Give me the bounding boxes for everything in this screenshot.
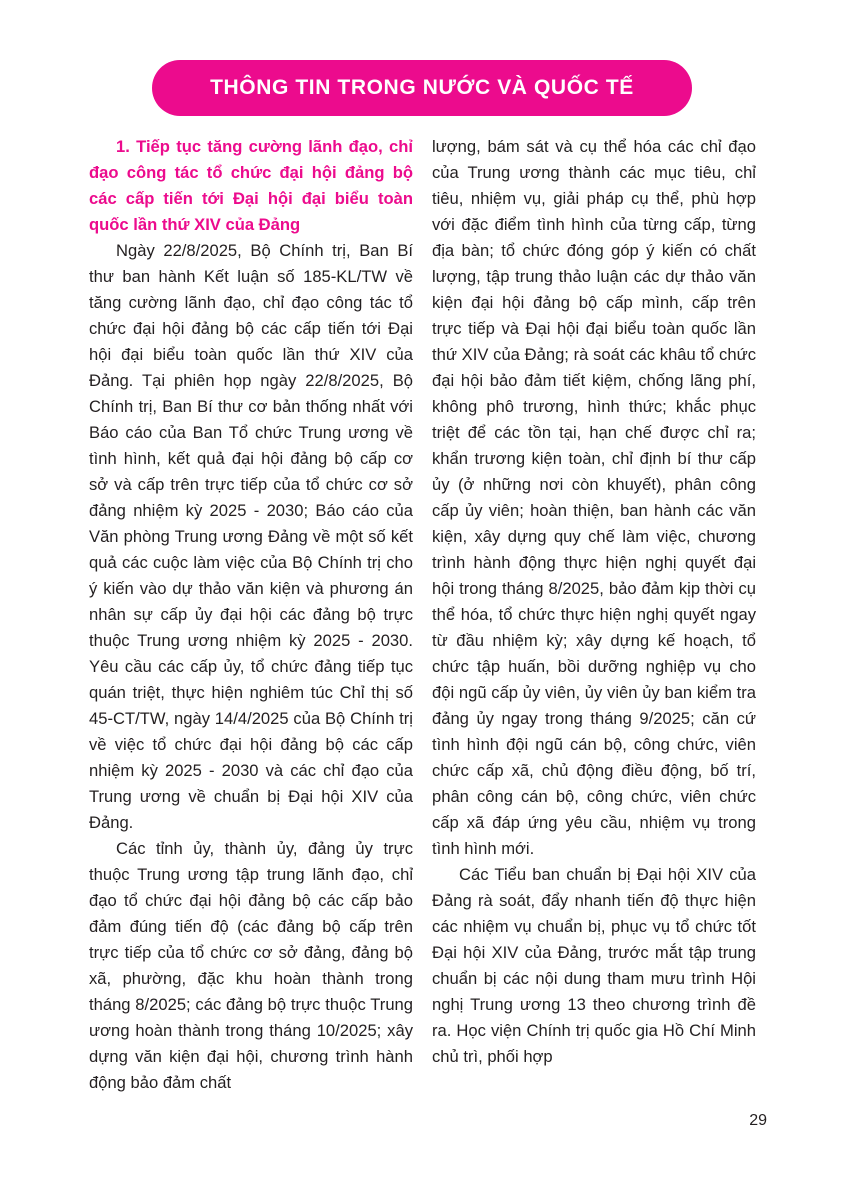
paragraph: Các tỉnh ủy, thành ủy, đảng ủy trực thuộc Trung ương tập trung lãnh đạo, chỉ đạo tổ chức đại hội đảng bộ các cấp bảo đảm đúng tiến độ (các đảng bộ cấp trên trực tiếp của tổ chức cơ sở đảng, đảng bộ xã, phường, đặc khu hoàn thành trong tháng 8/2025; các đảng bộ trực thuộc Trung ương hoàn thành trong tháng 10/2025; xây dựng văn kiện đại hội, chương trình hành động bảo đảm chất xyxy=(89,839,413,1092)
paragraph-continued: lượng, bám sát và cụ thể hóa các chỉ đạo của Trung ương thành các mục tiêu, chỉ tiêu, nhiệm vụ, giải pháp cụ thể, phù hợp với đặc điểm tình hình của từng cấp, từng địa bàn; tổ chức đóng góp ý kiến có chất lượng, tập trung thảo luận các dự thảo văn kiện đại hội đảng bộ cấp mình, cấp trên trực tiếp và Đại hội đại biểu toàn quốc lần thứ XIV của Đảng; rà soát các khâu tổ chức đại hội bảo đảm tiết kiệm, chống lãng phí, không phô trương, hình thức; khắc phục triệt để các tồn tại, hạn chế được chỉ ra; khẩn trương kiện toàn, chỉ định bí thư cấp ủy (ở những nơi còn khuyết), phân công cấp ủy viên; hoàn thiện, ban hành các văn kiện, xây dựng quy chế làm việc, chương trình hành động thực hiện nghị quyết đại hội trong tháng 8/2025, bảo đảm kịp thời cụ thể hóa, tổ chức thực hiện nghị quyết ngay từ đầu nhiệm kỳ; xây dựng kế hoạch, tổ chức tập huấn, bồi dưỡng nghiệp vụ cho đội ngũ cấp ủy viên, ủy viên ủy ban kiểm tra đảng ủy ngay trong tháng 9/2025; căn cứ tình hình đội ngũ cán bộ, công chức, viên chức cấp xã, chủ động điều động, bố trí, phân công cán bộ, công chức, viên chức cấp xã đáp ứng yêu cầu, nhiệm vụ trong tình hình mới. xyxy=(432,137,756,858)
right-column xyxy=(432,134,756,1070)
paragraph: Các Tiểu ban chuẩn bị Đại hội XIV của Đảng rà soát, đẩy nhanh tiến độ thực hiện các nhiệm vụ chuẩn bị, phục vụ tổ chức tốt Đại hội XIV của Đảng, trước mắt tập trung chuẩn bị các nội dung tham mưu trình Hội nghị Trung ương 13 theo chương trình đề ra. Học viện Chính trị quốc gia Hồ Chí Minh chủ trì, phối hợp xyxy=(432,865,756,1066)
page-number: 29 xyxy=(749,1112,767,1129)
section-banner xyxy=(152,60,692,116)
banner-title: THÔNG TIN TRONG NƯỚC VÀ QUỐC TẾ xyxy=(210,76,634,99)
left-column xyxy=(89,134,413,1096)
section-heading: 1. Tiếp tục tăng cường lãnh đạo, chỉ đạo công tác tổ chức đại hội đảng bộ các cấp tiến tới Đại hội đại biểu toàn quốc lần thứ XIV của Đảng xyxy=(89,137,413,234)
paragraph: Ngày 22/8/2025, Bộ Chính trị, Ban Bí thư ban hành Kết luận số 185-KL/TW về tăng cường lãnh đạo, chỉ đạo công tác tổ chức đại hội đảng bộ các cấp tiến tới Đại hội đại biểu toàn quốc lần thứ XIV của Đảng. Tại phiên họp ngày 22/8/2025, Bộ Chính trị, Ban Bí thư cơ bản thống nhất với Báo cáo của Ban Tổ chức Trung ương về tình hình, kết quả đại hội đảng bộ cấp cơ sở và cấp trên trực tiếp của tổ chức cơ sở đảng nhiệm kỳ 2025 - 2030; Báo cáo của Văn phòng Trung ương Đảng về một số kết quả các cuộc làm việc của Bộ Chính trị cho ý kiến vào dự thảo văn kiện và phương án nhân sự cấp ủy đại hội các đảng bộ trực thuộc Trung ương nhiệm kỳ 2025 - 2030. Yêu cầu các cấp ủy, tổ chức đảng tiếp tục quán triệt, thực hiện nghiêm túc Chỉ thị số 45-CT/TW, ngày 14/4/2025 của Bộ Chính trị về việc tổ chức đại hội đảng bộ các cấp nhiệm kỳ 2025 - 2030 và các chỉ đạo của Trung ương về chuẩn bị Đại hội XIV của Đảng. xyxy=(89,241,413,832)
